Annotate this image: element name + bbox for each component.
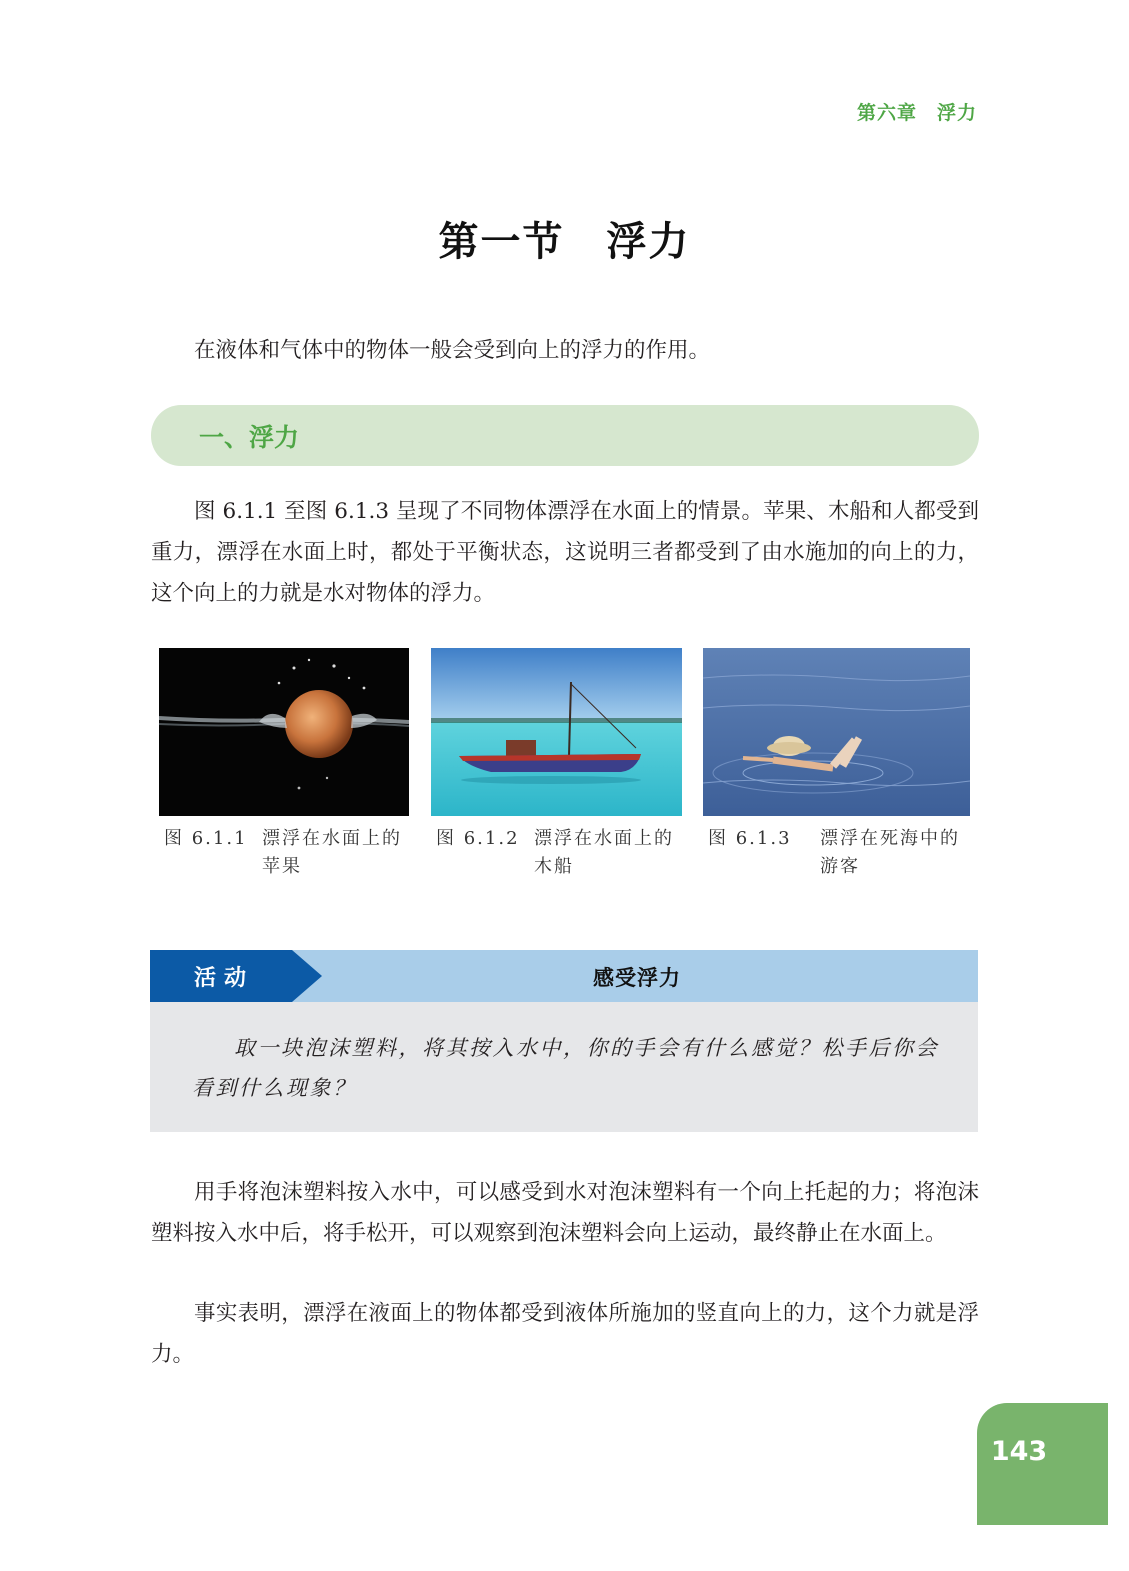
body-paragraph-1: 图 6.1.1 至图 6.1.3 呈现了不同物体漂浮在水面上的情景。苹果、木船和人都受到重力，漂浮在水面上时，都处于平衡状态，这说明三者都受到了由水施加的向上的力，这个向上的力就是水对物体的浮力。: [151, 499, 979, 606]
chapter-header: [857, 98, 977, 125]
activity-box: [150, 950, 978, 1132]
dead-sea-swimmer-photo: [703, 648, 970, 816]
activity-label: 活动: [194, 966, 255, 991]
subsection-title: 一、浮力: [199, 423, 300, 452]
apple-floating-photo: [159, 648, 409, 816]
activity-header: [150, 950, 978, 1002]
page-number: 143: [990, 1436, 1048, 1467]
intro-paragraph: 在液体和气体中的物体一般会受到向上的浮力的作用。: [194, 338, 711, 363]
figure-text-3: 漂浮在死海中的游客: [820, 828, 960, 877]
figure-text-2: 漂浮在水面上的木船: [534, 828, 674, 877]
section-number: 第一节: [438, 219, 565, 265]
body-paragraph-3: 事实表明，漂浮在液面上的物体都受到液体所施加的竖直向上的力，这个力就是浮力。: [151, 1301, 979, 1367]
figure-number-3: 图 6.1.3: [708, 828, 792, 849]
activity-title: 感受浮力: [593, 966, 681, 990]
section-name: 浮力: [606, 219, 691, 265]
wooden-boat-photo: [431, 648, 682, 816]
section-title: [0, 210, 1129, 267]
body-paragraph-2: 用手将泡沫塑料按入水中，可以感受到水对泡沫塑料有一个向上托起的力；将泡沫塑料按入水中后，将手松开，可以观察到泡沫塑料会向上运动，最终静止在水面上。: [151, 1180, 979, 1246]
activity-body: 取一块泡沫塑料，将其按入水中，你的手会有什么感觉？松手后你会看到什么现象？: [192, 1036, 939, 1100]
page-number-tab: [977, 1403, 1108, 1525]
chapter-number: 第六章: [856, 102, 917, 124]
figure-number-2: 图 6.1.2: [436, 828, 520, 849]
figure-number-1: 图 6.1.1: [164, 828, 248, 849]
subsection-bar: [151, 405, 979, 466]
figure-text-1: 漂浮在水面上的苹果: [262, 828, 402, 877]
chapter-title: 浮力: [936, 102, 977, 124]
